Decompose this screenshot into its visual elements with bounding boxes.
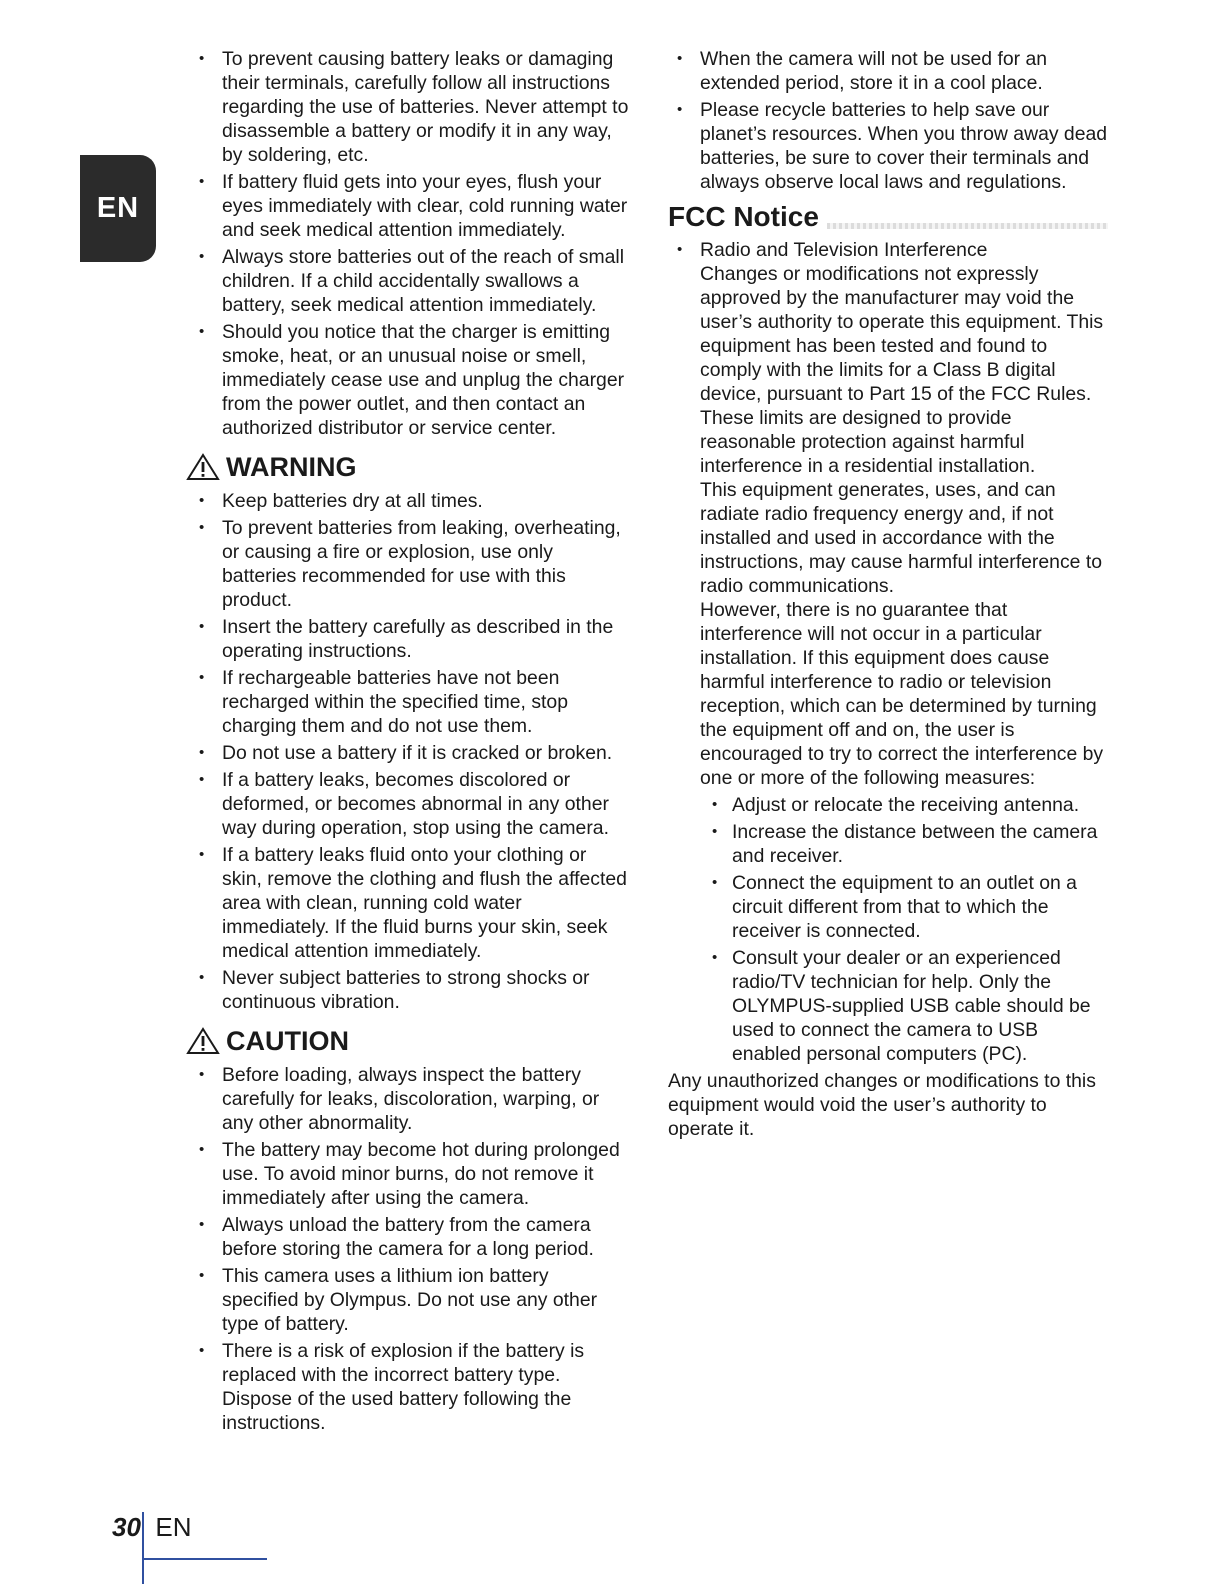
- warning-triangle-icon: [186, 453, 220, 481]
- fcc-measures-list: [700, 793, 1108, 1066]
- list-item: • Before loading, always inspect the battery carefully for leaks, discoloration, warping, or any other abnormality.: [199, 1064, 600, 1134]
- language-tab: [80, 155, 156, 262]
- list-item: • Should you notice that the charger is emitting smoke, heat, or an unusual noise or smell, immediately cease use and unplug the charger from the power outlet, and then contact an authorized distributor or service center.: [199, 321, 625, 439]
- page-number: 30: [112, 1512, 141, 1542]
- list-item: • Insert the battery carefully as described in the operating instructions.: [199, 616, 614, 662]
- list-item: • Increase the distance between the camera and receiver.: [712, 821, 1098, 867]
- list-item: • When the camera will not be used for an extended period, store it in a cool place.: [677, 48, 1048, 94]
- fcc-paragraph-2: This equipment generates, uses, and can radiate radio frequency energy and, if not installed and used in accordance with the instructions, may cause harmful interference to radio communications.: [700, 479, 1102, 597]
- list-item: • Adjust or relocate the receiving antenna.: [712, 794, 1080, 816]
- list-item: • To prevent batteries from leaking, overheating, or causing a fire or explosion, use only batteries recommended for use with this product.: [199, 517, 621, 611]
- list-item: • Always unload the battery from the camera before storing the camera for a long period.: [199, 1214, 594, 1260]
- list-item: • Please recycle batteries to help save our planet’s resources. When you throw away dead batteries, be sure to cover their terminals and always observe local laws and regulations.: [677, 99, 1108, 193]
- list-item: • If rechargeable batteries have not been recharged within the specified time, stop charging them and do not use them.: [199, 667, 568, 737]
- storage-recycling-list: [676, 47, 1108, 194]
- language-tab-label: EN: [96, 192, 140, 224]
- list-item: • There is a risk of explosion if the battery is replaced with the incorrect battery type. Dispose of the used battery following the instructions.: [199, 1340, 585, 1434]
- list-item: • Do not use a battery if it is cracked or broken.: [199, 742, 613, 764]
- caution-triangle-icon: [186, 1027, 220, 1055]
- left-column: [198, 47, 630, 1438]
- page-footer: [112, 1512, 192, 1543]
- footer-lang: EN: [155, 1512, 192, 1542]
- list-item: • This camera uses a lithium ion battery specified by Olympus. Do not use any other type of battery.: [199, 1265, 598, 1335]
- list-item: • The battery may become hot during prolonged use. To avoid minor burns, do not remove it immediately after using the camera.: [199, 1139, 620, 1209]
- list-item: • To prevent causing battery leaks or damaging their terminals, carefully follow all instructions regarding the use of batteries. Never attempt to disassemble a battery or modify it in any way, by soldering, etc.: [199, 48, 629, 166]
- heading-rule: [827, 223, 1108, 229]
- battery-precautions-list: [198, 47, 630, 440]
- fcc-closing-text: Any unauthorized changes or modifications to this equipment would void the user’s authority to operate it.: [668, 1070, 1096, 1140]
- warning-list: [198, 489, 630, 1014]
- fcc-paragraph-1: Changes or modifications not expressly approved by the manufacturer may void the user’s authority to operate this equipment. This equipment has been tested and found to comply with the limits for a Class B digital device, pursuant to Part 15 of the FCC Rules. These limits are designed to provide reasonable protection against harmful interference in a residential installation.: [700, 263, 1104, 477]
- caution-title: CAUTION: [226, 1026, 349, 1056]
- caution-heading: [186, 1025, 630, 1057]
- fcc-notice-title: FCC Notice: [668, 201, 819, 232]
- fcc-paragraph-3: However, there is no guarantee that interference will not occur in a particular installation. If this equipment does cause harmful interference to radio or television reception, which can be determined by turning the equipment off and on, the user is encouraged to try to correct the interference by one or more of the following measures:: [700, 599, 1104, 789]
- list-item: • If a battery leaks, becomes discolored or deformed, or becomes abnormal in any other way during operation, stop using the camera.: [199, 769, 609, 839]
- list-item: • Consult your dealer or an experienced radio/TV technician for help. Only the OLYMPUS-supplied USB cable should be used to connect the camera to USB enabled personal computers (PC).: [712, 947, 1091, 1065]
- list-item: • Always store batteries out of the reach of small children. If a child accidentally swallows a battery, seek medical attention immediately.: [199, 246, 625, 316]
- list-item: • Radio and Television Interference Changes or modifications not expressly approved by the manufacturer may void the user’s authority to operate this equipment. This equipment has been tested and found to comply with the limits for a Class B digital device, pursuant to Part 15 of the FCC Rules. These limits are designed to provide reasonable protection against harmful interference in a residential installation. This equipment generates, uses, and can radiate radio frequency energy and, if not installed and used in accordance with the instructions, may cause harmful interference to radio communications. However, there is no guarantee that interference will not occur in a particular installation. If this equipment does cause harmful interference to radio or television reception, which can be determined by turning the equipment off and on, the user is encouraged to try to correct the interference by one or more of the following measures: • Adjust or relocate the receiving antenna. • Increase the distance between the camera and receiver. • Connect the equipment to an outlet on a circuit different from that to which the receiver is connected. • Consult your dealer or an experienced radio/TV technician for help. Only the OLYMPUS-supplied USB cable should be used to connect the camera to USB enabled personal computers (PC).: [676, 238, 1108, 1066]
- list-item: • If a battery leaks fluid onto your clothing or skin, remove the clothing and flush the affected area with clean, running cold water immediately. If the fluid burns your skin, seek medical attention immediately.: [199, 844, 627, 962]
- fcc-item-title: Radio and Television Interference: [700, 239, 988, 261]
- footer-divider: [142, 1512, 144, 1584]
- warning-heading: [186, 451, 630, 483]
- list-item: • Keep batteries dry at all times.: [199, 490, 483, 512]
- caution-list: [198, 1063, 630, 1435]
- warning-title: WARNING: [226, 452, 357, 482]
- footer-rule: [143, 1558, 267, 1560]
- list-item: • Never subject batteries to strong shocks or continuous vibration.: [199, 967, 590, 1013]
- fcc-notice-heading: [668, 201, 1108, 233]
- right-column: [668, 47, 1108, 1141]
- list-item: • If battery fluid gets into your eyes, flush your eyes immediately with clear, cold running water and seek medical attention immediately.: [199, 171, 628, 241]
- list-item: • Connect the equipment to an outlet on a circuit different from that to which the receiver is connected.: [712, 872, 1077, 942]
- fcc-list: [676, 238, 1108, 1066]
